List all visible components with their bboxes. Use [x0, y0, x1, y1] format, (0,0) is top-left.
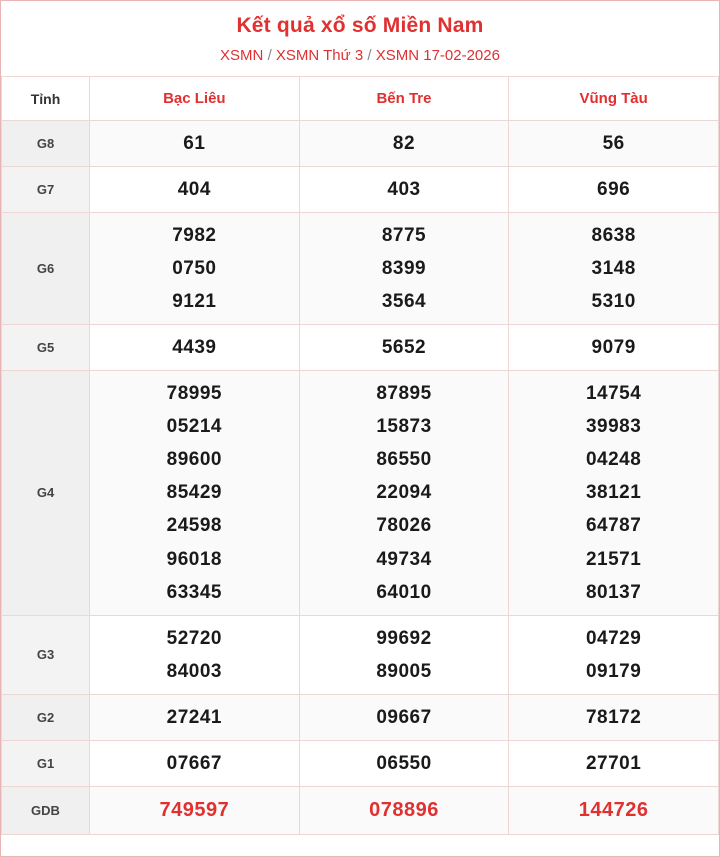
- prize-numbers-cell: [90, 694, 300, 740]
- prize-number: 85429: [166, 482, 222, 504]
- prize-numbers-cell: [509, 694, 719, 740]
- column-header-province-2: Vũng Tàu: [509, 77, 719, 121]
- prize-numbers-cell: [509, 371, 719, 615]
- prize-number: 9121: [172, 291, 217, 313]
- prize-number: 8775: [381, 225, 427, 247]
- prize-number: 696: [597, 179, 631, 201]
- prize-numbers-cell: [90, 740, 300, 786]
- breadcrumb-item-2[interactable]: XSMN 17-02-2026: [375, 47, 500, 64]
- prize-numbers-cell: [509, 786, 719, 834]
- prize-number: 21571: [585, 548, 642, 570]
- prize-number: 4439: [172, 337, 217, 359]
- prize-number: 06550: [376, 752, 432, 774]
- prize-number: 078896: [369, 798, 439, 821]
- prize-number: 8399: [381, 258, 427, 280]
- prize-number: 749597: [159, 798, 230, 821]
- prize-numbers-cell: [509, 615, 719, 694]
- prize-label: G6: [2, 213, 90, 325]
- prize-number: 86550: [376, 449, 432, 471]
- table-row: [2, 786, 719, 834]
- prize-numbers-cell: [90, 167, 300, 213]
- breadcrumb-item-1[interactable]: XSMN Thứ 3: [275, 47, 364, 64]
- prize-numbers-cell: [299, 786, 509, 834]
- table-row: [2, 740, 719, 786]
- prize-number: 78995: [166, 383, 222, 405]
- prize-number: 9079: [591, 337, 636, 359]
- prize-number: 05214: [166, 416, 222, 438]
- prize-numbers-cell: [509, 213, 719, 325]
- breadcrumb-separator-0: /: [267, 47, 272, 64]
- prize-numbers-cell: [509, 325, 719, 371]
- prize-number: 8638: [591, 225, 636, 247]
- prize-number: 89600: [166, 449, 222, 471]
- table-row: [2, 167, 719, 213]
- prize-number: 99692: [376, 627, 432, 649]
- prize-numbers-cell: [90, 615, 300, 694]
- prize-number: 52720: [166, 627, 222, 649]
- breadcrumb-item-0[interactable]: XSMN: [220, 47, 264, 64]
- prize-numbers-cell: [299, 615, 509, 694]
- prize-number: 22094: [376, 482, 432, 504]
- prize-numbers-cell: [299, 167, 509, 213]
- breadcrumb-separator-1: /: [367, 47, 372, 64]
- column-header-prize: Tỉnh: [2, 77, 90, 121]
- prize-label: G8: [2, 121, 90, 167]
- prize-label: G7: [2, 167, 90, 213]
- column-header-province-0: Bạc Liêu: [90, 77, 300, 121]
- prize-label: G5: [2, 325, 90, 371]
- column-header-province-1: Bến Tre: [299, 77, 509, 121]
- prize-number: 39983: [585, 416, 642, 438]
- prize-numbers-cell: [299, 213, 509, 325]
- prize-number: 27241: [166, 706, 222, 728]
- table-header-row: [2, 77, 719, 121]
- prize-number: 04729: [585, 627, 642, 649]
- prize-numbers-cell: [299, 694, 509, 740]
- prize-numbers-cell: [90, 371, 300, 615]
- prize-number: 5652: [381, 337, 427, 359]
- prize-number: 49734: [376, 548, 432, 570]
- prize-numbers-cell: [509, 167, 719, 213]
- prize-number: 09179: [585, 660, 642, 682]
- prize-number: 0750: [172, 258, 217, 280]
- results-table-body: [2, 121, 719, 835]
- prize-numbers-cell: [299, 121, 509, 167]
- prize-label: G1: [2, 740, 90, 786]
- prize-numbers-cell: [509, 740, 719, 786]
- prize-number: 38121: [585, 482, 642, 504]
- prize-numbers-cell: [509, 121, 719, 167]
- prize-number: 61: [183, 133, 206, 154]
- prize-numbers-cell: [299, 740, 509, 786]
- table-row: [2, 371, 719, 615]
- prize-number: 14754: [585, 383, 642, 405]
- results-table: [1, 76, 719, 835]
- prize-number: 82: [392, 133, 416, 154]
- breadcrumb: [1, 38, 719, 76]
- prize-number: 84003: [166, 660, 222, 682]
- prize-label: GDB: [2, 786, 90, 834]
- prize-number: 3564: [381, 291, 427, 313]
- prize-numbers-cell: [299, 325, 509, 371]
- prize-number: 403: [387, 179, 421, 201]
- prize-number: 96018: [166, 548, 222, 570]
- prize-number: 78026: [376, 515, 432, 537]
- prize-number: 7982: [172, 225, 217, 247]
- prize-number: 78172: [585, 706, 642, 728]
- table-row: [2, 325, 719, 371]
- prize-numbers-cell: [90, 121, 300, 167]
- table-row: [2, 121, 719, 167]
- prize-numbers-cell: [299, 371, 509, 615]
- prize-label: G4: [2, 371, 90, 615]
- prize-number: 80137: [585, 581, 642, 603]
- table-row: [2, 615, 719, 694]
- prize-number: 15873: [376, 416, 432, 438]
- table-row: [2, 213, 719, 325]
- prize-number: 09667: [376, 706, 432, 728]
- page-title: Kết quả xổ số Miền Nam: [236, 14, 484, 37]
- prize-label: G2: [2, 694, 90, 740]
- prize-number: 04248: [585, 449, 642, 471]
- prize-number: 89005: [376, 660, 432, 682]
- prize-number: 64787: [585, 515, 642, 537]
- prize-number: 5310: [591, 291, 636, 313]
- prize-number: 24598: [166, 515, 222, 537]
- prize-number: 87895: [376, 383, 432, 405]
- prize-number: 27701: [585, 752, 642, 774]
- prize-number: 56: [602, 133, 625, 154]
- prize-numbers-cell: [90, 786, 300, 834]
- prize-number: 63345: [166, 581, 222, 603]
- prize-number: 07667: [166, 752, 222, 774]
- results-table-head: [2, 77, 719, 121]
- prize-number: 144726: [578, 798, 649, 821]
- prize-numbers-cell: [90, 213, 300, 325]
- prize-number: 3148: [591, 258, 636, 280]
- prize-number: 64010: [376, 581, 432, 603]
- prize-numbers-cell: [90, 325, 300, 371]
- prize-number: 404: [177, 179, 211, 201]
- prize-label: G3: [2, 615, 90, 694]
- table-row: [2, 694, 719, 740]
